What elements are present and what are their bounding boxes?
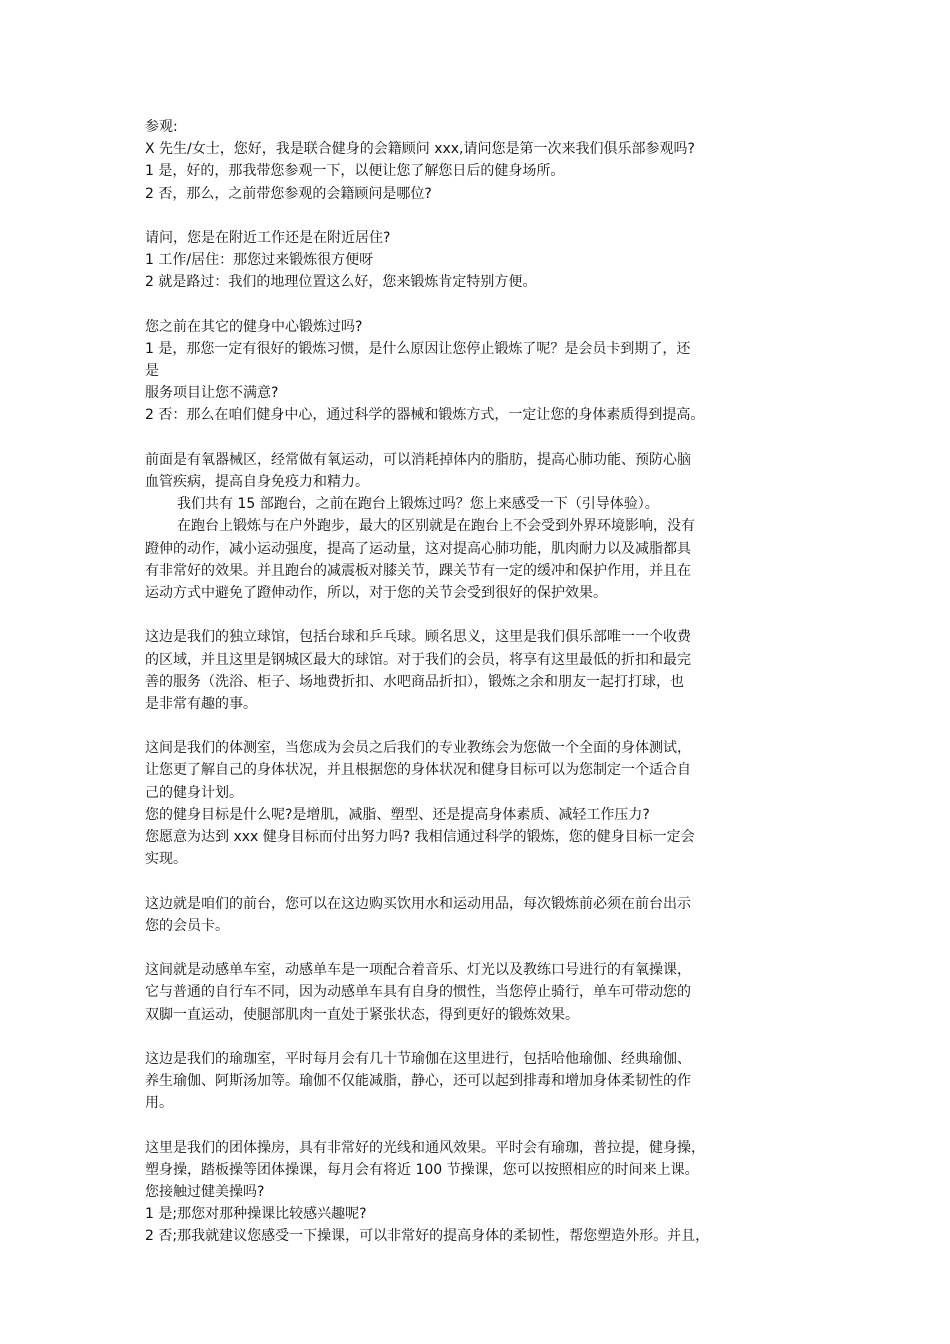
text-line: 您的会员卡。: [145, 917, 229, 934]
paragraph-visit-intro: [145, 116, 815, 205]
paragraph-gap: [145, 604, 815, 626]
text-line: 2 就是路过：我们的地理位置这么好，您来锻炼肯定特别方便。: [145, 274, 537, 291]
paragraph-ball-hall: [145, 626, 815, 715]
text-line: 的区域，并且这里是钢城区最大的球馆。对于我们的会员，将享有这里最低的折扣和最完: [145, 651, 691, 668]
paragraph-gap: [145, 294, 815, 316]
document-body: [145, 116, 815, 1248]
text-line: 请问，您是在附近工作还是在附近居住?: [145, 229, 391, 246]
paragraph-gap: [145, 1114, 815, 1136]
text-line: 您的健身目标是什么呢?是增肌，减脂、塑型、还是提高身体素质、减轻工作压力?: [145, 806, 650, 823]
paragraph-group-class-room: [145, 1137, 815, 1248]
text-line: 我们共有 15 部跑台，之前在跑台上锻炼过吗？您上来感受一下（引导体验）。: [177, 496, 659, 513]
paragraph-gap: [145, 1026, 815, 1048]
text-line: 1 是，那您一定有很好的锻炼习惯，是什么原因让您停止锻炼了呢？是会员卡到期了，还: [145, 340, 691, 357]
paragraph-yoga-room: [145, 1048, 815, 1115]
text-line: 这里是我们的团体操房，具有非常好的光线和通风效果。平时会有瑜珈，普拉提，健身操，: [145, 1139, 705, 1156]
text-line: 让您更了解自己的身体状况，并且根据您的身体状况和健身目标可以为您制定一个适合自: [145, 762, 691, 779]
text-line: 有非常好的效果。并且跑台的减震板对膝关节，踝关节有一定的缓冲和保护作用，并且在: [145, 562, 691, 579]
paragraph-work-or-live: [145, 227, 815, 294]
text-line: 己的健身计划。: [145, 784, 243, 801]
text-line: 服务项目让您不满意?: [145, 385, 279, 402]
text-line: 双脚一直运动，使腿部肌肉一直处于紧张状态，得到更好的锻炼效果。: [145, 1006, 579, 1023]
text-line: 1 是;那您对那种操课比较感兴趣呢?: [145, 1206, 367, 1223]
text-line: 是非常有趣的事。: [145, 695, 257, 712]
text-line: 善的服务（洗浴、柜子、场地费折扣、水吧商品折扣），锻炼之余和朋友一起打打球，也: [145, 673, 684, 690]
text-line: 2 否;那我就建议您感受一下操课，可以非常好的提高身体的柔韧性，帮您塑造外形。并且，: [145, 1228, 710, 1245]
text-line: 血管疾病，提高自身免疫力和精力。: [145, 474, 369, 490]
text-line: 这边是我们的独立球馆，包括台球和乒乓球。顾名思义，这里是我们俱乐部唯一一个收费: [145, 629, 691, 646]
paragraph-gap: [145, 427, 815, 449]
text-line: 您愿意为达到 xxx 健身目标而付出努力吗? 我相信通过科学的锻炼，您的健身目标一定会: [145, 829, 695, 845]
text-line: 2 否，那么，之前带您参观的会籍顾问是哪位?: [145, 185, 432, 202]
paragraph-front-desk: [145, 893, 815, 937]
paragraph-cardio-area: [145, 449, 815, 604]
text-line: 运动方式中避免了蹬伸动作，所以，对于您的关节会受到很好的保护效果。: [145, 584, 607, 601]
paragraph-gap: [145, 870, 815, 892]
text-line: X 先生/女士，您好，我是联合健身的会籍顾问 xxx,请问您是第一次来我们俱乐部参观吗?: [145, 141, 695, 158]
text-line: 是: [145, 363, 159, 380]
paragraph-spinning-room: [145, 959, 815, 1026]
text-line: 这边是我们的瑜珈室，平时每月会有几十节瑜伽在这里进行，包括哈他瑜伽、经典瑜伽、: [145, 1050, 691, 1067]
text-line: 实现。: [145, 851, 187, 868]
text-line: 塑身操，踏板操等团体操课，每月会有将近 100 节操课，您可以按照相应的时间来上课。: [145, 1161, 699, 1178]
text-line: 这间是我们的体测室，当您成为会员之后我们的专业教练会为您做一个全面的身体测试，: [145, 740, 691, 757]
paragraph-gap: [145, 937, 815, 959]
text-line: 1 是，好的，那我带您参观一下，以便让您了解您日后的健身场所。: [145, 163, 565, 180]
text-line: 您之前在其它的健身中心锻炼过吗?: [145, 318, 363, 335]
text-line: 1 工作/居住：那您过来锻炼很方便呀: [145, 252, 374, 269]
paragraph-gap: [145, 715, 815, 737]
text-line: 2 否：那么在咱们健身中心，通过科学的器械和锻炼方式，一定让您的身体素质得到提高。: [145, 407, 705, 424]
text-line: 它与普通的自行车不同，因为动感单车具有自身的惯性，当您停止骑行，单车可带动您的: [145, 984, 691, 1001]
text-line: 您接触过健美操吗?: [145, 1184, 265, 1200]
text-line: 这间就是动感单车室，动感单车是一项配合着音乐、灯光以及教练口号进行的有氧操课，: [145, 962, 691, 979]
text-line: 养生瑜伽、阿斯汤加等。瑜伽不仅能减脂，静心，还可以起到排毒和增加身体柔韧性的作: [145, 1073, 691, 1090]
text-line: 用。: [145, 1095, 173, 1112]
paragraph-gap: [145, 205, 815, 227]
text-line: 在跑台上锻炼与在户外跑步，最大的区别就是在跑台上不会受到外界环境影响，没有: [177, 518, 695, 535]
paragraph-previous-gym: [145, 316, 815, 427]
paragraph-fitness-test-room: [145, 737, 815, 870]
text-line: 前面是有氧器械区，经常做有氧运动，可以消耗掉体内的脂肪，提高心肺功能、预防心脑: [145, 451, 691, 468]
text-line: 这边就是咱们的前台，您可以在这边购买饮用水和运动用品，每次锻炼前必须在前台出示: [145, 895, 691, 912]
text-line: 蹬伸的动作，减小运动强度，提高了运动量，这对提高心肺功能，肌肉耐力以及减脂都具: [145, 540, 691, 557]
text-line: 参观:: [145, 119, 178, 135]
